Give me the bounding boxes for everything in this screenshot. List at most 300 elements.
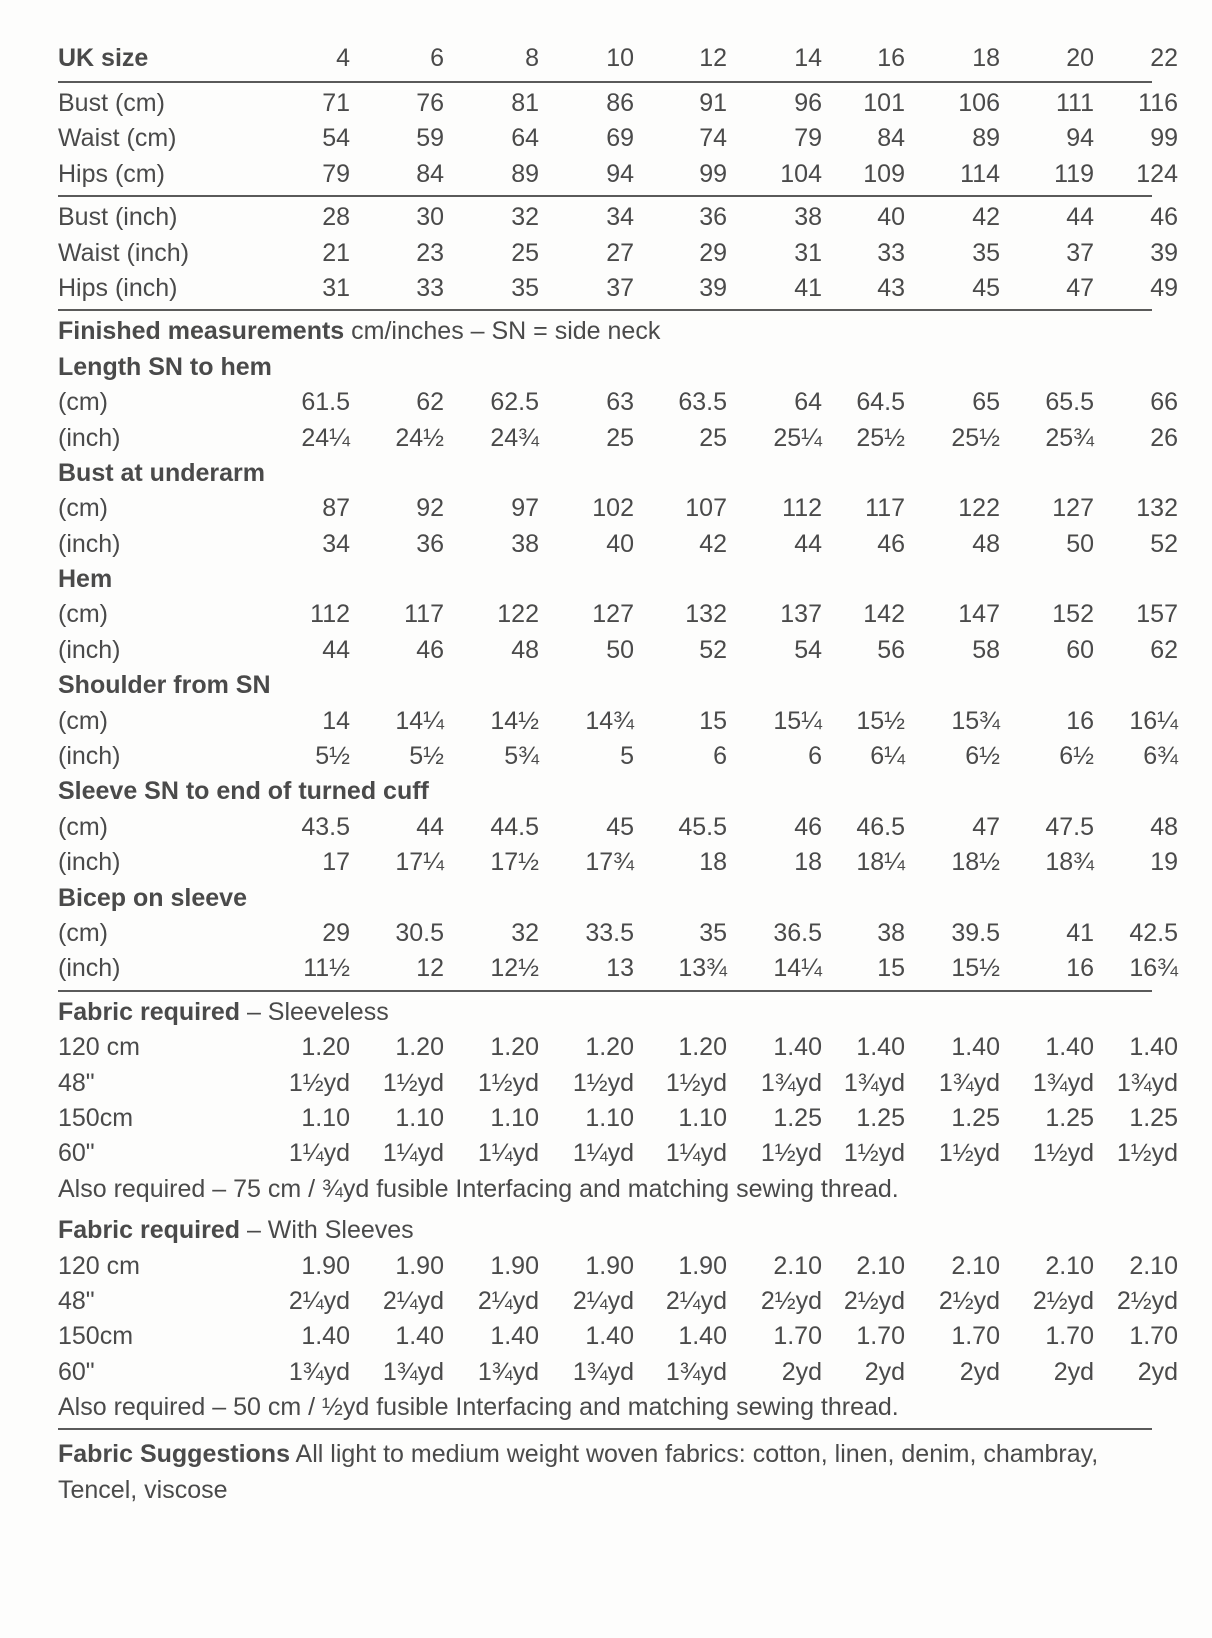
cell-size-col-1: 62	[416, 388, 444, 417]
cell-size-col-0: 1.90	[301, 1251, 350, 1280]
finished-cm-row	[58, 385, 1178, 420]
row-label: 120 cm	[58, 1251, 140, 1280]
cell-size-col-2: 62.5	[490, 388, 539, 417]
fabric-suggestions	[58, 1433, 1118, 1508]
cell-size-col-1: 1.40	[395, 1322, 444, 1351]
cell-size-col-8: 18¾	[1045, 848, 1094, 877]
cell-size-col-5: 18	[794, 848, 822, 877]
cell-size-col-4: 52	[699, 635, 727, 664]
size-column-header: 22	[1150, 44, 1178, 72]
body-cm-row	[58, 86, 1178, 121]
finished-inch-row	[58, 421, 1178, 456]
cell-size-col-4: 2¼yd	[665, 1286, 727, 1315]
row-label: (inch)	[58, 848, 121, 877]
divider	[58, 990, 1152, 992]
row-label: (inch)	[58, 529, 121, 558]
body-inch-row	[58, 236, 1178, 271]
cell-size-col-7: 1.25	[951, 1103, 1000, 1132]
cell-size-col-1: 117	[404, 600, 444, 629]
row-label: (cm)	[58, 494, 108, 523]
cell-size-col-9: 39	[1150, 238, 1178, 267]
cell-size-col-0: 17	[322, 848, 350, 877]
cell-size-col-1: 1½yd	[382, 1068, 444, 1097]
cell-size-col-3: 2¼yd	[572, 1286, 634, 1315]
cell-size-col-3: 13	[606, 954, 634, 983]
cell-size-col-6: 1½yd	[843, 1139, 905, 1168]
cell-size-col-6: 6¼	[870, 742, 905, 771]
cell-size-col-0: 54	[322, 124, 350, 153]
cell-size-col-1: 92	[416, 494, 444, 523]
cell-size-col-8: 94	[1066, 124, 1094, 153]
cell-size-col-4: 1.20	[678, 1033, 727, 1062]
cell-size-col-0: 1¾yd	[288, 1357, 350, 1386]
fabric-sleeveless-row	[58, 1066, 1178, 1101]
cell-size-col-4: 74	[699, 124, 727, 153]
cell-size-col-7: 48	[972, 529, 1000, 558]
finished-title-bold: Finished measurements	[58, 317, 345, 346]
cell-size-col-7: 1.70	[951, 1322, 1000, 1351]
cell-size-col-2: 1.20	[490, 1033, 539, 1062]
cell-size-col-1: 14¼	[395, 706, 444, 735]
cell-size-col-4: 13¾	[678, 954, 727, 983]
finished-inch-row	[58, 845, 1178, 880]
cell-size-col-1: 36	[416, 529, 444, 558]
cell-size-col-3: 1.10	[585, 1103, 634, 1132]
cell-size-col-9: 6¾	[1143, 742, 1178, 771]
cell-size-col-5: 79	[794, 124, 822, 153]
row-label: Waist (inch)	[58, 238, 190, 267]
cell-size-col-9: 116	[1138, 89, 1178, 117]
cell-size-col-4: 1¾yd	[665, 1357, 727, 1386]
fabric-sleeves-row	[58, 1319, 1178, 1354]
size-header-row	[58, 38, 1178, 78]
cell-size-col-2: 24¾	[490, 423, 539, 452]
cell-size-col-7: 18½	[951, 848, 1000, 877]
cell-size-col-1: 1.10	[395, 1103, 444, 1132]
finished-cm-row	[58, 704, 1178, 739]
size-column-header: 4	[336, 44, 350, 72]
row-label: Hips (cm)	[58, 159, 165, 188]
fabric-sleeves-table	[58, 1249, 1178, 1391]
cell-size-col-5: 1.25	[773, 1103, 822, 1132]
cell-size-col-9: 1.70	[1129, 1322, 1178, 1351]
cell-size-col-3: 25	[606, 423, 634, 452]
cell-size-col-7: 89	[972, 124, 1000, 153]
cell-size-col-6: 25½	[856, 423, 905, 452]
cell-size-col-0: 43.5	[301, 812, 350, 841]
size-column-header: 18	[972, 44, 1000, 72]
fabric-sleeveless-title-rest: – Sleeveless	[240, 997, 389, 1026]
finished-cm-row	[58, 810, 1178, 845]
fabric-sleeveless-row	[58, 1136, 1178, 1171]
cell-size-col-8: 60	[1066, 635, 1094, 664]
cell-size-col-0: 21	[322, 238, 350, 267]
cell-size-col-4: 36	[699, 203, 727, 232]
cell-size-col-7: 42	[972, 203, 1000, 232]
cell-size-col-0: 28	[322, 203, 350, 232]
cell-size-col-9: 49	[1150, 273, 1178, 302]
finished-group-title: Hem	[58, 565, 113, 594]
cell-size-col-7: 15½	[951, 954, 1000, 983]
cell-size-col-9: 52	[1150, 529, 1178, 558]
cell-size-col-6: 84	[877, 124, 905, 153]
cell-size-col-6: 117	[865, 494, 905, 523]
fabric-sleeveless-note: Also required – 75 cm / ¾yd fusible Interfacing and matching sewing thread.	[58, 1174, 899, 1203]
cell-size-col-9: 1.25	[1129, 1103, 1178, 1132]
cell-size-col-9: 1½yd	[1116, 1139, 1178, 1168]
finished-measurements-heading	[58, 314, 1152, 349]
cell-size-col-1: 84	[416, 159, 444, 188]
cell-size-col-1: 24½	[395, 423, 444, 452]
body-inch-table	[58, 200, 1178, 306]
size-column-header: 10	[606, 44, 634, 72]
cell-size-col-2: 1.90	[490, 1251, 539, 1280]
cell-size-col-0: 5½	[315, 742, 350, 771]
size-column-header: 8	[525, 44, 539, 72]
cell-size-col-9: 46	[1150, 203, 1178, 232]
row-label: 60"	[58, 1139, 95, 1168]
row-label: (cm)	[58, 388, 108, 417]
cell-size-col-7: 147	[958, 600, 1000, 629]
cell-size-col-2: 32	[511, 203, 539, 232]
cell-size-col-9: 2yd	[1137, 1357, 1178, 1386]
cell-size-col-1: 5½	[409, 742, 444, 771]
cell-size-col-3: 14¾	[585, 706, 634, 735]
cell-size-col-3: 1.90	[585, 1251, 634, 1280]
cell-size-col-9: 48	[1150, 812, 1178, 841]
cell-size-col-8: 41	[1066, 918, 1094, 947]
cell-size-col-6: 40	[877, 203, 905, 232]
cell-size-col-6: 56	[877, 635, 905, 664]
cell-size-col-2: 1½yd	[477, 1068, 539, 1097]
cell-size-col-5: 46	[794, 812, 822, 841]
row-label: Bust (inch)	[58, 203, 178, 232]
cell-size-col-8: 65.5	[1045, 388, 1094, 417]
cell-size-col-5: 2½yd	[760, 1286, 822, 1315]
cell-size-col-3: 127	[592, 600, 634, 629]
cell-size-col-0: 31	[322, 273, 350, 302]
fabric-sleeves-title-rest: – With Sleeves	[240, 1216, 414, 1245]
row-label: (cm)	[58, 706, 108, 735]
cell-size-col-9: 1¾yd	[1116, 1068, 1178, 1097]
cell-size-col-1: 2¼yd	[382, 1286, 444, 1315]
cell-size-col-2: 14½	[490, 706, 539, 735]
cell-size-col-8: 2yd	[1053, 1357, 1094, 1386]
fabric-sleeves-note: Also required – 50 cm / ½yd fusible Interfacing and matching sewing thread.	[58, 1393, 899, 1422]
cell-size-col-6: 2½yd	[843, 1286, 905, 1315]
cell-size-col-3: 1.20	[585, 1033, 634, 1062]
cell-size-col-1: 12	[416, 954, 444, 983]
cell-size-col-8: 16	[1066, 706, 1094, 735]
cell-size-col-0: 44	[322, 635, 350, 664]
cell-size-col-2: 64	[511, 124, 539, 153]
cell-size-col-7: 15¾	[951, 706, 1000, 735]
cell-size-col-4: 91	[699, 89, 727, 117]
cell-size-col-1: 1¼yd	[382, 1139, 444, 1168]
finished-cm-row	[58, 491, 1178, 526]
cell-size-col-6: 64.5	[856, 388, 905, 417]
cell-size-col-8: 50	[1066, 529, 1094, 558]
cell-size-col-4: 1½yd	[665, 1068, 727, 1097]
cell-size-col-7: 2½yd	[938, 1286, 1000, 1315]
cell-size-col-4: 99	[699, 159, 727, 188]
cell-size-col-6: 46	[877, 529, 905, 558]
cell-size-col-8: 1¾yd	[1032, 1068, 1094, 1097]
size-column-header: 14	[794, 44, 822, 72]
cell-size-col-6: 2.10	[856, 1251, 905, 1280]
cell-size-col-1: 17¼	[395, 848, 444, 877]
cell-size-col-3: 37	[606, 273, 634, 302]
cell-size-col-7: 35	[972, 238, 1000, 267]
row-label: 150cm	[58, 1322, 134, 1351]
cell-size-col-9: 16¾	[1129, 954, 1178, 983]
size-chart	[58, 38, 1178, 1508]
cell-size-col-9: 66	[1150, 388, 1178, 417]
cell-size-col-3: 33.5	[585, 918, 634, 947]
row-label: Bust (cm)	[58, 89, 165, 117]
cell-size-col-4: 1.90	[678, 1251, 727, 1280]
cell-size-col-2: 1.10	[490, 1103, 539, 1132]
row-label: (inch)	[58, 635, 121, 664]
size-column-header: 12	[699, 44, 727, 72]
cell-size-col-5: 2.10	[773, 1251, 822, 1280]
row-label: (inch)	[58, 742, 121, 771]
fabric-suggestions-text: All light to medium weight woven fabrics: cotton, linen, denim, chambray, Tencel, viscose	[58, 1440, 1099, 1504]
cell-size-col-9: 42.5	[1129, 918, 1178, 947]
cell-size-col-4: 18	[699, 848, 727, 877]
cell-size-col-2: 1.40	[490, 1322, 539, 1351]
cell-size-col-8: 152	[1052, 600, 1094, 629]
body-cm-table	[58, 86, 1178, 192]
cell-size-col-0: 1.40	[301, 1322, 350, 1351]
row-label: 48"	[58, 1286, 95, 1315]
cell-size-col-0: 71	[322, 89, 350, 117]
cell-size-col-3: 1½yd	[572, 1068, 634, 1097]
finished-cm-row	[58, 916, 1178, 951]
cell-size-col-0: 2¼yd	[288, 1286, 350, 1315]
row-label: (inch)	[58, 954, 121, 983]
cell-size-col-7: 114	[960, 159, 1000, 188]
cell-size-col-2: 48	[511, 635, 539, 664]
cell-size-col-2: 81	[511, 89, 539, 117]
cell-size-col-4: 6	[713, 742, 727, 771]
cell-size-col-4: 42	[699, 529, 727, 558]
cell-size-col-2: 12½	[490, 954, 539, 983]
cell-size-col-8: 1.25	[1045, 1103, 1094, 1132]
cell-size-col-8: 37	[1066, 238, 1094, 267]
cell-size-col-6: 1.25	[856, 1103, 905, 1132]
cell-size-col-0: 1.20	[301, 1033, 350, 1062]
fabric-sleeveless-row	[58, 1030, 1178, 1065]
cell-size-col-3: 1.40	[585, 1322, 634, 1351]
cell-size-col-7: 1½yd	[938, 1139, 1000, 1168]
finished-inch-row	[58, 633, 1178, 668]
row-label: Waist (cm)	[58, 124, 177, 153]
cell-size-col-3: 17¾	[585, 848, 634, 877]
cell-size-col-5: 54	[794, 635, 822, 664]
cell-size-col-1: 30	[416, 203, 444, 232]
size-column-header: 20	[1066, 44, 1094, 72]
cell-size-col-5: 1¾yd	[760, 1068, 822, 1097]
cell-size-col-5: 1.40	[773, 1033, 822, 1062]
divider	[58, 195, 1152, 197]
cell-size-col-9: 16¼	[1129, 706, 1178, 735]
cell-size-col-7: 39.5	[951, 918, 1000, 947]
fabric-sleeveless-title-bold: Fabric required	[58, 997, 240, 1026]
cell-size-col-5: 64	[794, 388, 822, 417]
cell-size-col-2: 89	[511, 159, 539, 188]
cell-size-col-6: 46.5	[856, 812, 905, 841]
cell-size-col-4: 107	[685, 494, 727, 523]
cell-size-col-9: 26	[1150, 423, 1178, 452]
cell-size-col-7: 25½	[951, 423, 1000, 452]
cell-size-col-2: 38	[511, 529, 539, 558]
cell-size-col-9: 1.40	[1129, 1033, 1178, 1062]
cell-size-col-7: 2.10	[951, 1251, 1000, 1280]
cell-size-col-5: 41	[794, 273, 822, 302]
finished-group-title: Length SN to hem	[58, 352, 272, 381]
cell-size-col-6: 18¼	[856, 848, 905, 877]
cell-size-col-8: 44	[1066, 203, 1094, 232]
cell-size-col-8: 25¾	[1045, 423, 1094, 452]
row-label: 150cm	[58, 1103, 134, 1132]
cell-size-col-6: 1.40	[856, 1033, 905, 1062]
fabric-sleeveless-table	[58, 1030, 1178, 1172]
cell-size-col-8: 2.10	[1045, 1251, 1094, 1280]
cell-size-col-8: 1½yd	[1032, 1139, 1094, 1168]
cell-size-col-6: 15	[877, 954, 905, 983]
fabric-sleeves-row	[58, 1249, 1178, 1284]
cell-size-col-2: 25	[511, 238, 539, 267]
fabric-sleeves-row	[58, 1284, 1178, 1319]
cell-size-col-1: 33	[416, 273, 444, 302]
cell-size-col-5: 44	[794, 529, 822, 558]
cell-size-col-2: 1¼yd	[477, 1139, 539, 1168]
cell-size-col-0: 87	[322, 494, 350, 523]
cell-size-col-1: 76	[416, 89, 444, 117]
cell-size-col-7: 47	[972, 812, 1000, 841]
cell-size-col-8: 16	[1066, 954, 1094, 983]
row-label: 60"	[58, 1357, 95, 1386]
cell-size-col-3: 86	[606, 89, 634, 117]
cell-size-col-7: 122	[958, 494, 1000, 523]
finished-group-title: Bust at underarm	[58, 458, 265, 487]
cell-size-col-3: 102	[592, 494, 634, 523]
cell-size-col-5: 137	[780, 600, 822, 629]
cell-size-col-3: 34	[606, 203, 634, 232]
cell-size-col-2: 5¾	[504, 742, 539, 771]
finished-group-title: Shoulder from SN	[58, 671, 271, 700]
cell-size-col-2: 32	[511, 918, 539, 947]
cell-size-col-3: 63	[606, 388, 634, 417]
cell-size-col-9: 99	[1150, 124, 1178, 153]
cell-size-col-3: 1¼yd	[572, 1139, 634, 1168]
size-header-label: UK size	[58, 44, 149, 72]
cell-size-col-6: 101	[863, 89, 905, 117]
cell-size-col-6: 109	[863, 159, 905, 188]
cell-size-col-1: 23	[416, 238, 444, 267]
cell-size-col-7: 58	[972, 635, 1000, 664]
cell-size-col-2: 122	[497, 600, 539, 629]
cell-size-col-4: 39	[699, 273, 727, 302]
cell-size-col-9: 19	[1150, 848, 1178, 877]
cell-size-col-2: 97	[511, 494, 539, 523]
cell-size-col-8: 47.5	[1045, 812, 1094, 841]
row-label: Hips (inch)	[58, 273, 178, 302]
cell-size-col-5: 1.70	[773, 1322, 822, 1351]
cell-size-col-0: 1.10	[301, 1103, 350, 1132]
finished-inch-row	[58, 739, 1178, 774]
body-inch-row	[58, 271, 1178, 306]
cell-size-col-7: 2yd	[959, 1357, 1000, 1386]
row-label: 120 cm	[58, 1033, 140, 1062]
size-column-header: 16	[877, 44, 905, 72]
cell-size-col-2: 35	[511, 273, 539, 302]
cell-size-col-1: 1¾yd	[382, 1357, 444, 1386]
body-cm-row	[58, 157, 1178, 192]
cell-size-col-1: 1.90	[395, 1251, 444, 1280]
cell-size-col-0: 29	[322, 918, 350, 947]
cell-size-col-4: 15	[699, 706, 727, 735]
cell-size-col-3: 69	[606, 124, 634, 153]
cell-size-col-1: 1.20	[395, 1033, 444, 1062]
cell-size-col-5: 15¼	[773, 706, 822, 735]
cell-size-col-0: 11½	[303, 954, 350, 983]
cell-size-col-5: 1½yd	[760, 1139, 822, 1168]
cell-size-col-0: 112	[310, 600, 350, 629]
cell-size-col-5: 38	[794, 203, 822, 232]
cell-size-col-0: 24¼	[301, 423, 350, 452]
cell-size-col-0: 34	[322, 529, 350, 558]
cell-size-col-6: 15½	[856, 706, 905, 735]
cell-size-col-9: 2.10	[1129, 1251, 1178, 1280]
cell-size-col-7: 106	[958, 89, 1000, 117]
cell-size-col-4: 1.40	[678, 1322, 727, 1351]
cell-size-col-6: 142	[863, 600, 905, 629]
cell-size-col-3: 27	[606, 238, 634, 267]
cell-size-col-5: 36.5	[773, 918, 822, 947]
fabric-sleeves-row	[58, 1355, 1178, 1390]
cell-size-col-9: 157	[1136, 600, 1178, 629]
cell-size-col-3: 45	[606, 812, 634, 841]
cell-size-col-0: 61.5	[301, 388, 350, 417]
cell-size-col-8: 119	[1054, 159, 1094, 188]
cell-size-col-4: 1.10	[678, 1103, 727, 1132]
cell-size-col-2: 1¾yd	[477, 1357, 539, 1386]
cell-size-col-1: 59	[416, 124, 444, 153]
cell-size-col-9: 2½yd	[1116, 1286, 1178, 1315]
fabric-sleeves-title-bold: Fabric required	[58, 1216, 240, 1245]
cell-size-col-3: 50	[606, 635, 634, 664]
row-label: 48"	[58, 1068, 95, 1097]
finished-group-title: Sleeve SN to end of turned cuff	[58, 777, 429, 806]
fabric-sleeveless-heading	[58, 995, 1152, 1030]
cell-size-col-5: 25¼	[773, 423, 822, 452]
divider	[58, 309, 1152, 311]
body-inch-row	[58, 200, 1178, 235]
finished-group-title: Bicep on sleeve	[58, 883, 247, 912]
cell-size-col-1: 30.5	[395, 918, 444, 947]
row-label: (cm)	[58, 918, 108, 947]
cell-size-col-3: 5	[620, 742, 634, 771]
divider	[58, 1428, 1152, 1430]
cell-size-col-4: 1¼yd	[665, 1139, 727, 1168]
cell-size-col-3: 40	[606, 529, 634, 558]
cell-size-col-8: 127	[1052, 494, 1094, 523]
cell-size-col-2: 17½	[490, 848, 539, 877]
cell-size-col-6: 33	[877, 238, 905, 267]
fabric-suggestions-title: Fabric Suggestions	[58, 1440, 290, 1469]
